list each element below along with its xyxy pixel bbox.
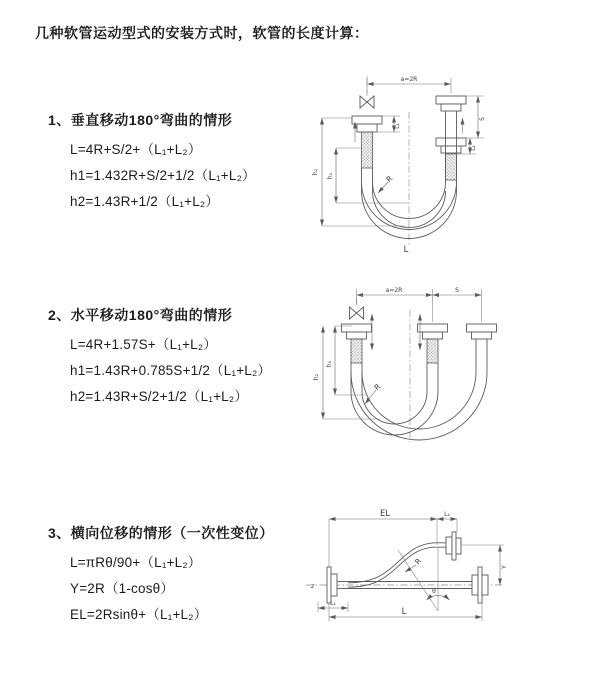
braided-hose-section [427,339,438,363]
braided-hose-section [351,339,362,363]
dimension-l [329,603,482,621]
flange [472,567,488,603]
braided-hose-section [362,132,373,168]
l2-dim-label: L₂ [444,511,450,518]
section-2-heading: 2、水平移动180°弯曲的情形 [48,307,233,323]
l1-dim-label: L₁ [470,145,477,151]
formula-line: EL=2Rsinθ+（L₁+L₂） [70,607,208,622]
diagram-vertical-180 [310,70,572,267]
width-dim-label: a=2R [400,76,418,83]
diagram-horizontal-180 [310,282,595,467]
flange [352,116,382,132]
width-dim-label: a=2R [385,287,403,294]
formula-line: h2=1.43R+S/2+1/2（L₁+L₂） [70,389,249,404]
flange [436,138,466,153]
length-label: L [401,607,407,617]
angle-theta [398,547,450,611]
section-2-formulas [70,332,271,410]
flange [467,324,497,339]
h1-dim-label: h₁ [327,172,334,180]
l1-dim-label: L₁ [394,123,401,129]
dimension-s [466,96,486,138]
formula-line: h1=1.432R+S/2+1/2（L₁+L₂） [70,168,256,183]
formula-line: h2=1.43R+1/2（L₁+L₂） [70,194,220,209]
centerline-mark: z [311,583,315,590]
radius-text: R [412,556,424,567]
hose-curved-position [348,543,446,587]
dimension-l2 [437,511,457,532]
radius-text: R [372,381,383,393]
dimension-a-2r [357,287,433,322]
section-horizontal-180 [48,305,271,410]
l1-dim-label: L₁ [330,600,336,607]
flange [446,532,461,560]
s-dim-label: S [479,117,486,121]
radius-label [365,382,382,404]
length-label: L [403,245,409,255]
dimension-s [433,287,482,322]
valve-icon [350,307,364,319]
page-title: 几种软管运动型式的安装方式时，软管的长度计算： [35,25,369,41]
formula-line: Y=2R（1-cosθ） [70,581,175,596]
section-1-formulas [70,137,256,215]
dimension-el [329,509,437,567]
h1-dim-label: h₁ [326,360,333,368]
section-lateral-offset [48,523,274,628]
hose-bend [351,372,487,440]
h2-dim-label: h₂ [313,373,320,381]
section-1-heading: 1、垂直移动180°弯曲的情形 [48,112,233,128]
flange [327,567,337,603]
diagram-lateral-offset [300,505,600,650]
dimension-h2 [312,118,405,226]
s-dim-label: S [455,287,459,294]
section-vertical-180 [48,110,256,215]
dimension-h2 [313,326,380,419]
radius-label [405,557,423,572]
braided-hose-section [446,154,457,180]
theta-label: θ [432,588,436,595]
formula-line: L=4R+S/2+（L₁+L₂） [70,142,202,157]
section-3-heading: 3、横向位移的情形（一次性变位） [48,525,274,541]
dimension-a-2r [367,76,451,93]
el-dim-label: EL [379,509,391,519]
valve-icon [360,96,374,108]
flange [418,324,448,339]
dimension-l1 [318,600,348,612]
formula-line: h1=1.43R+0.785S+1/2（L₁+L₂） [70,363,272,378]
formula-line: L=πRθ/90+（L₁+L₂） [70,555,202,570]
flange [436,96,466,111]
formula-line: L=4R+1.57S+（L₁+L₂） [70,337,217,352]
radius-label [378,174,394,193]
y-dim-label: Y [501,565,508,569]
h2-dim-label: h₂ [312,168,319,176]
section-3-formulas [70,550,274,628]
radius-text: R [384,173,395,185]
